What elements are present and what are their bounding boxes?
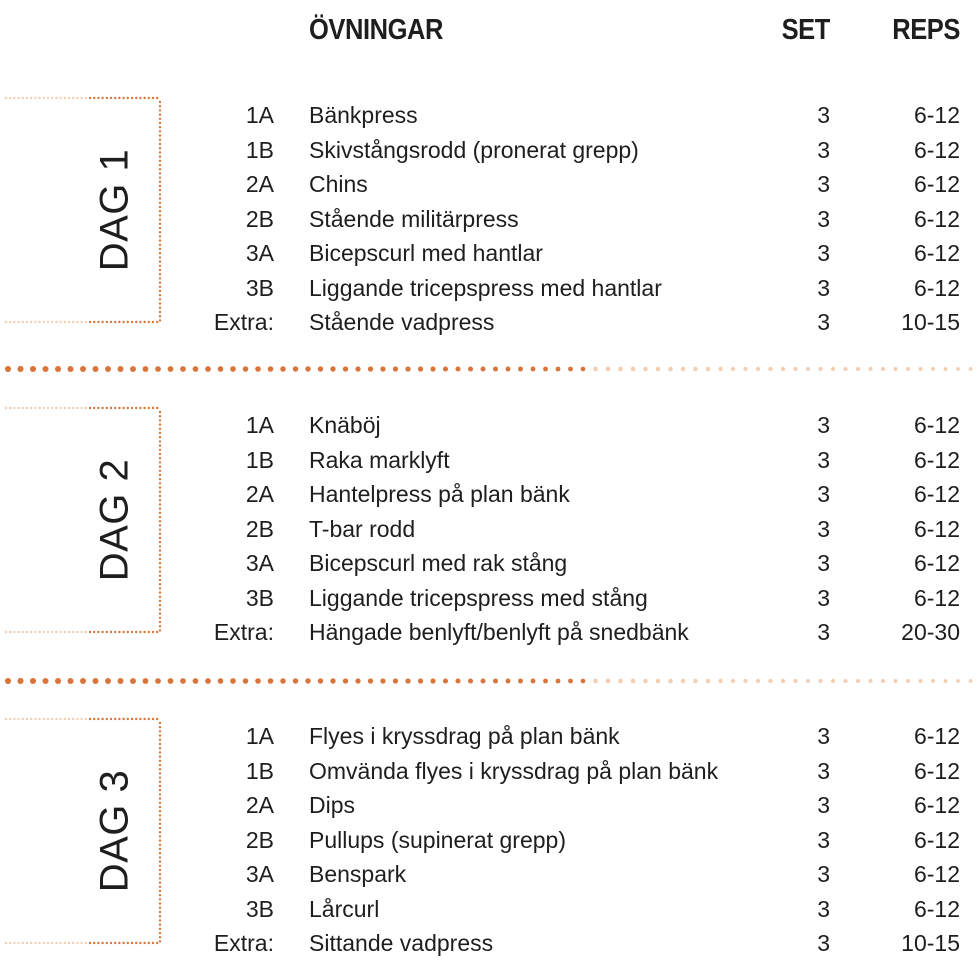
divider-dot bbox=[455, 366, 460, 371]
exercise-name: Chins bbox=[309, 171, 368, 197]
exercise-code: Extra: bbox=[213, 309, 274, 335]
exercise-row bbox=[0, 408, 980, 442]
exercise-set: 3 bbox=[817, 792, 830, 818]
divider-dot bbox=[793, 679, 797, 683]
exercise-code: 1A bbox=[245, 723, 274, 749]
exercise-row bbox=[0, 98, 980, 132]
exercise-set: 3 bbox=[817, 171, 830, 197]
divider-dot bbox=[155, 366, 161, 372]
exercise-name: Bänkpress bbox=[309, 102, 418, 128]
exercise-row bbox=[0, 926, 980, 960]
exercise-code: 1A bbox=[245, 412, 274, 438]
exercise-code: 2B bbox=[245, 826, 274, 853]
divider-dot bbox=[531, 679, 536, 684]
divider-dot bbox=[180, 366, 186, 372]
divider-dot bbox=[718, 679, 722, 683]
exercise-row bbox=[0, 271, 980, 305]
divider-dot bbox=[17, 366, 23, 372]
exercise-code: 1B bbox=[245, 757, 274, 784]
divider-dot bbox=[781, 367, 785, 371]
divider-dot bbox=[67, 366, 73, 372]
exercise-reps: 20-30 bbox=[901, 619, 960, 645]
exercise-reps: 6-12 bbox=[913, 826, 960, 853]
exercise-row bbox=[0, 167, 980, 201]
exercise-code: 3B bbox=[245, 895, 274, 922]
divider-dot bbox=[380, 366, 385, 371]
divider-dot bbox=[568, 679, 573, 684]
exercise-row bbox=[0, 477, 980, 511]
exercise-name: Omvända flyes i kryssdrag på plan bänk bbox=[309, 757, 719, 784]
exercise-row bbox=[0, 581, 980, 615]
divider-dot bbox=[243, 678, 249, 684]
divider-dot bbox=[531, 367, 536, 372]
section-divider bbox=[0, 362, 980, 376]
divider-dot bbox=[418, 678, 423, 683]
exercise-set: 3 bbox=[817, 550, 830, 576]
divider-dot bbox=[668, 679, 673, 684]
divider-dot bbox=[30, 678, 36, 684]
exercise-row bbox=[0, 754, 980, 788]
divider-dot bbox=[318, 366, 323, 371]
exercise-reps: 6-12 bbox=[913, 861, 960, 887]
divider-dot bbox=[919, 367, 923, 371]
exercise-set: 3 bbox=[817, 102, 830, 128]
divider-dot bbox=[643, 679, 648, 684]
divider-dot bbox=[330, 366, 335, 371]
divider-dot bbox=[931, 679, 935, 683]
exercise-code: 1B bbox=[245, 446, 274, 473]
divider-dot bbox=[493, 679, 498, 684]
divider-dot bbox=[443, 678, 448, 683]
divider-dot bbox=[969, 367, 973, 371]
divider-dot bbox=[718, 367, 722, 371]
divider-dot bbox=[693, 367, 697, 371]
exercise-code: 3B bbox=[245, 584, 274, 611]
divider-dot bbox=[280, 678, 286, 684]
divider-dot bbox=[944, 679, 948, 683]
exercise-code: Extra: bbox=[213, 930, 274, 956]
exercise-reps: 6-12 bbox=[913, 136, 960, 163]
divider-dot bbox=[93, 678, 99, 684]
divider-dot bbox=[818, 679, 822, 683]
divider-dot bbox=[506, 367, 511, 372]
divider-dot bbox=[743, 679, 747, 683]
divider-dot bbox=[430, 366, 435, 371]
day-section-1: DAG 1 1A Bänkpress 3 6-12 1B Skivstångsrodd (pronerat grepp) 3 6-12 2A Chins 3 6-12 2B Stående militärpress 3 6-12 3A Bicepscurl med hantlar 3 6-12 3B Liggande tricepspress med hantlar 3 6-12 Extra: Stående vadpress 3 10-15 bbox=[0, 90, 980, 330]
divider-dot bbox=[756, 367, 760, 371]
divider-dot bbox=[218, 678, 224, 684]
divider-dot bbox=[293, 366, 298, 371]
exercise-name: Liggande tricepspress med stång bbox=[309, 584, 648, 611]
exercise-reps: 6-12 bbox=[913, 723, 960, 749]
divider-dot bbox=[643, 367, 648, 372]
divider-dot bbox=[255, 366, 261, 372]
divider-dot bbox=[105, 366, 111, 372]
exercise-code: 2B bbox=[245, 515, 274, 542]
exercise-reps: 6-12 bbox=[913, 584, 960, 611]
divider-dot bbox=[193, 366, 199, 372]
exercise-name: Stående militärpress bbox=[309, 205, 519, 232]
divider-dot bbox=[230, 366, 236, 372]
day-section-3: DAG 3 1A Flyes i kryssdrag på plan bänk 3 6-12 1B Omvända flyes i kryssdrag på plan bänk 3 6-12 2A Dips 3 6-12 2B Pullups (supinerat grepp) 3 6-12 3A Benspark 3 6-12 3B Lårcurl 3 6-12 Extra: Sittande vadpress 3 10-15 bbox=[0, 711, 980, 951]
exercise-reps: 6-12 bbox=[913, 205, 960, 232]
divider-dot bbox=[768, 679, 772, 683]
divider-dot bbox=[593, 367, 598, 372]
exercise-row bbox=[0, 512, 980, 546]
exercise-name: Sittande vadpress bbox=[309, 930, 494, 956]
divider-dot bbox=[42, 678, 48, 684]
divider-dot bbox=[468, 366, 473, 371]
divider-dot bbox=[368, 678, 373, 683]
divider-dot bbox=[518, 367, 523, 372]
divider-dot bbox=[543, 679, 548, 684]
exercise-set: 3 bbox=[817, 930, 830, 956]
exercise-set: 3 bbox=[817, 274, 830, 301]
exercise-set: 3 bbox=[817, 861, 830, 887]
divider-dot bbox=[430, 678, 435, 683]
divider-dot bbox=[556, 679, 561, 684]
exercise-name: Stående vadpress bbox=[309, 309, 495, 335]
divider-dot bbox=[443, 366, 448, 371]
divider-dot bbox=[355, 678, 360, 683]
exercise-set: 3 bbox=[817, 826, 830, 853]
exercise-name: Bicepscurl med hantlar bbox=[309, 240, 543, 266]
divider-dot bbox=[506, 679, 511, 684]
exercise-name: Bicepscurl med rak stång bbox=[309, 550, 568, 576]
divider-dot bbox=[280, 366, 286, 372]
exercise-code: 3A bbox=[245, 861, 274, 887]
exercise-name: Hängade benlyft/benlyft på snedbänk bbox=[309, 619, 689, 645]
divider-dot bbox=[42, 366, 48, 372]
exercise-row bbox=[0, 719, 980, 753]
exercise-row bbox=[0, 133, 980, 167]
exercise-set: 3 bbox=[817, 136, 830, 163]
divider-dot bbox=[656, 679, 661, 684]
divider-dot bbox=[843, 679, 847, 683]
divider-dot bbox=[305, 366, 310, 371]
divider-dot bbox=[130, 366, 136, 372]
divider-dot bbox=[418, 366, 423, 371]
divider-dot bbox=[818, 367, 822, 371]
exercise-reps: 6-12 bbox=[913, 412, 960, 438]
divider-dot bbox=[155, 678, 161, 684]
exercise-set: 3 bbox=[817, 757, 830, 784]
divider-dot bbox=[706, 679, 710, 683]
divider-dot bbox=[343, 366, 348, 371]
divider-dot bbox=[743, 367, 747, 371]
divider-dot bbox=[55, 678, 61, 684]
exercise-reps: 6-12 bbox=[913, 550, 960, 576]
exercise-name: T-bar rodd bbox=[309, 515, 416, 542]
divider-dot bbox=[93, 366, 99, 372]
divider-dot bbox=[806, 367, 810, 371]
divider-dot bbox=[355, 366, 360, 371]
divider-dot bbox=[180, 678, 186, 684]
exercise-name: Lårcurl bbox=[309, 895, 380, 922]
divider-dot bbox=[919, 679, 923, 683]
divider-dot bbox=[380, 678, 385, 683]
exercise-code: 3B bbox=[245, 274, 274, 301]
exercise-set: 3 bbox=[817, 619, 830, 645]
divider-dot bbox=[681, 367, 686, 372]
divider-dot bbox=[793, 367, 797, 371]
exercise-reps: 6-12 bbox=[913, 240, 960, 266]
exercise-set: 3 bbox=[817, 895, 830, 922]
exercise-code: 2B bbox=[245, 205, 274, 232]
divider-dot bbox=[556, 367, 561, 372]
exercise-set: 3 bbox=[817, 584, 830, 611]
divider-dot bbox=[405, 678, 410, 683]
exercise-name: Hantelpress på plan bänk bbox=[309, 481, 570, 507]
divider-dot bbox=[480, 678, 485, 683]
divider-dot bbox=[30, 366, 36, 372]
divider-dot bbox=[343, 678, 348, 683]
divider-dot bbox=[681, 679, 686, 684]
divider-dot bbox=[856, 367, 860, 371]
exercise-row bbox=[0, 202, 980, 236]
exercise-reps: 6-12 bbox=[913, 515, 960, 542]
divider-dot bbox=[956, 679, 960, 683]
exercise-reps: 6-12 bbox=[913, 895, 960, 922]
divider-dot bbox=[618, 367, 623, 372]
divider-dot bbox=[944, 367, 948, 371]
divider-dot bbox=[468, 678, 473, 683]
divider-dot bbox=[243, 366, 249, 372]
exercise-set: 3 bbox=[817, 446, 830, 473]
exercise-code: 1B bbox=[245, 136, 274, 163]
exercise-set: 3 bbox=[817, 481, 830, 507]
exercise-name: Skivstångsrodd (pronerat grepp) bbox=[309, 136, 639, 163]
exercise-code: 3A bbox=[245, 550, 274, 576]
divider-dot bbox=[618, 679, 623, 684]
divider-dot bbox=[218, 366, 224, 372]
exercise-name: Liggande tricepspress med hantlar bbox=[309, 274, 662, 301]
exercise-row bbox=[0, 305, 980, 339]
exercise-code: 1A bbox=[245, 102, 274, 128]
exercise-row bbox=[0, 236, 980, 270]
divider-dot bbox=[17, 678, 23, 684]
day-section-2: DAG 2 1A Knäböj 3 6-12 1B Raka marklyft 3 6-12 2A Hantelpress på plan bänk 3 6-12 2B T-bar rodd 3 6-12 3A Bicepscurl med rak stång 3 6-12 3B Liggande tricepspress med stång 3 6-12 Extra: Hängade benlyft/benlyft på snedbänk 3 20-30 bbox=[0, 400, 980, 640]
divider-dot bbox=[731, 679, 735, 683]
divider-dot bbox=[969, 679, 973, 683]
divider-dot bbox=[868, 679, 872, 683]
exercise-code: Extra: bbox=[213, 619, 274, 645]
divider-dot bbox=[894, 367, 898, 371]
exercise-reps: 6-12 bbox=[913, 446, 960, 473]
exercise-set: 3 bbox=[817, 309, 830, 335]
divider-dot bbox=[205, 678, 211, 684]
exercise-row bbox=[0, 546, 980, 580]
divider-dot bbox=[894, 679, 898, 683]
divider-dot bbox=[80, 366, 86, 372]
table-header bbox=[0, 14, 980, 58]
divider-dot bbox=[5, 366, 11, 372]
exercise-row bbox=[0, 823, 980, 857]
divider-dot bbox=[581, 679, 586, 684]
divider-dot bbox=[606, 367, 611, 372]
divider-dot bbox=[856, 679, 860, 683]
header-reps: REPS bbox=[892, 14, 960, 46]
divider-dot bbox=[455, 678, 460, 683]
divider-dot bbox=[330, 678, 335, 683]
divider-dot bbox=[768, 367, 772, 371]
divider-dot bbox=[906, 367, 910, 371]
divider-dot bbox=[518, 679, 523, 684]
divider-dot bbox=[268, 678, 274, 684]
header-set: SET bbox=[781, 14, 830, 46]
exercise-code: 2A bbox=[245, 792, 274, 818]
exercise-code: 3A bbox=[245, 240, 274, 266]
divider-dot bbox=[881, 367, 885, 371]
exercise-reps: 10-15 bbox=[901, 309, 960, 335]
divider-dot bbox=[405, 366, 410, 371]
divider-dot bbox=[706, 367, 710, 371]
divider-dot bbox=[631, 679, 636, 684]
divider-dot bbox=[318, 678, 323, 683]
divider-dot bbox=[956, 367, 960, 371]
exercise-name: Benspark bbox=[309, 861, 407, 887]
divider-dot bbox=[105, 678, 111, 684]
exercise-name: Knäböj bbox=[309, 412, 381, 438]
divider-dot bbox=[906, 679, 910, 683]
exercise-name: Dips bbox=[309, 792, 356, 818]
divider-dot bbox=[631, 367, 636, 372]
section-divider bbox=[0, 674, 980, 688]
exercise-reps: 6-12 bbox=[913, 792, 960, 818]
exercise-row bbox=[0, 857, 980, 891]
divider-dot bbox=[168, 366, 174, 372]
divider-dot bbox=[843, 367, 847, 371]
divider-dot bbox=[67, 678, 73, 684]
divider-dot bbox=[656, 367, 661, 372]
divider-dot bbox=[543, 367, 548, 372]
divider-dot bbox=[168, 678, 174, 684]
exercise-set: 3 bbox=[817, 412, 830, 438]
divider-dot bbox=[581, 367, 586, 372]
exercise-reps: 6-12 bbox=[913, 102, 960, 128]
divider-dot bbox=[593, 679, 598, 684]
divider-dot bbox=[205, 366, 211, 372]
exercise-row bbox=[0, 615, 980, 649]
divider-dot bbox=[493, 367, 498, 372]
exercise-name: Pullups (supinerat grepp) bbox=[309, 826, 566, 853]
divider-dot bbox=[393, 366, 398, 371]
divider-dot bbox=[806, 679, 810, 683]
divider-dot bbox=[293, 678, 298, 683]
exercise-row bbox=[0, 443, 980, 477]
divider-dot bbox=[368, 366, 373, 371]
divider-dot bbox=[568, 367, 573, 372]
divider-dot bbox=[143, 678, 149, 684]
divider-dot bbox=[55, 366, 61, 372]
divider-dot bbox=[668, 367, 673, 372]
divider-dot bbox=[831, 367, 835, 371]
exercise-reps: 6-12 bbox=[913, 481, 960, 507]
exercise-row bbox=[0, 892, 980, 926]
header-exercises: ÖVNINGAR bbox=[309, 14, 444, 46]
exercise-row bbox=[0, 788, 980, 822]
divider-dot bbox=[118, 366, 124, 372]
divider-dot bbox=[831, 679, 835, 683]
divider-dot bbox=[80, 678, 86, 684]
divider-dot bbox=[868, 367, 872, 371]
exercise-name: Flyes i kryssdrag på plan bänk bbox=[309, 723, 620, 749]
divider-dot bbox=[606, 679, 611, 684]
exercise-name: Raka marklyft bbox=[309, 446, 450, 473]
exercise-set: 3 bbox=[817, 723, 830, 749]
divider-dot bbox=[130, 678, 136, 684]
divider-dot bbox=[781, 679, 785, 683]
exercise-code: 2A bbox=[245, 481, 274, 507]
divider-dot bbox=[931, 367, 935, 371]
divider-dot bbox=[268, 366, 274, 372]
divider-dot bbox=[5, 678, 11, 684]
divider-dot bbox=[393, 678, 398, 683]
exercise-reps: 6-12 bbox=[913, 757, 960, 784]
exercise-set: 3 bbox=[817, 515, 830, 542]
divider-dot bbox=[731, 367, 735, 371]
divider-dot bbox=[193, 678, 199, 684]
exercise-set: 3 bbox=[817, 240, 830, 266]
divider-dot bbox=[305, 678, 310, 683]
divider-dot bbox=[143, 366, 149, 372]
divider-dot bbox=[693, 679, 697, 683]
divider-dot bbox=[230, 678, 236, 684]
divider-dot bbox=[118, 678, 124, 684]
exercise-code: 2A bbox=[245, 171, 274, 197]
divider-dot bbox=[881, 679, 885, 683]
divider-dot bbox=[756, 679, 760, 683]
exercise-reps: 10-15 bbox=[901, 930, 960, 956]
divider-dot bbox=[480, 366, 485, 371]
exercise-reps: 6-12 bbox=[913, 274, 960, 301]
exercise-set: 3 bbox=[817, 205, 830, 232]
exercise-reps: 6-12 bbox=[913, 171, 960, 197]
divider-dot bbox=[255, 678, 261, 684]
